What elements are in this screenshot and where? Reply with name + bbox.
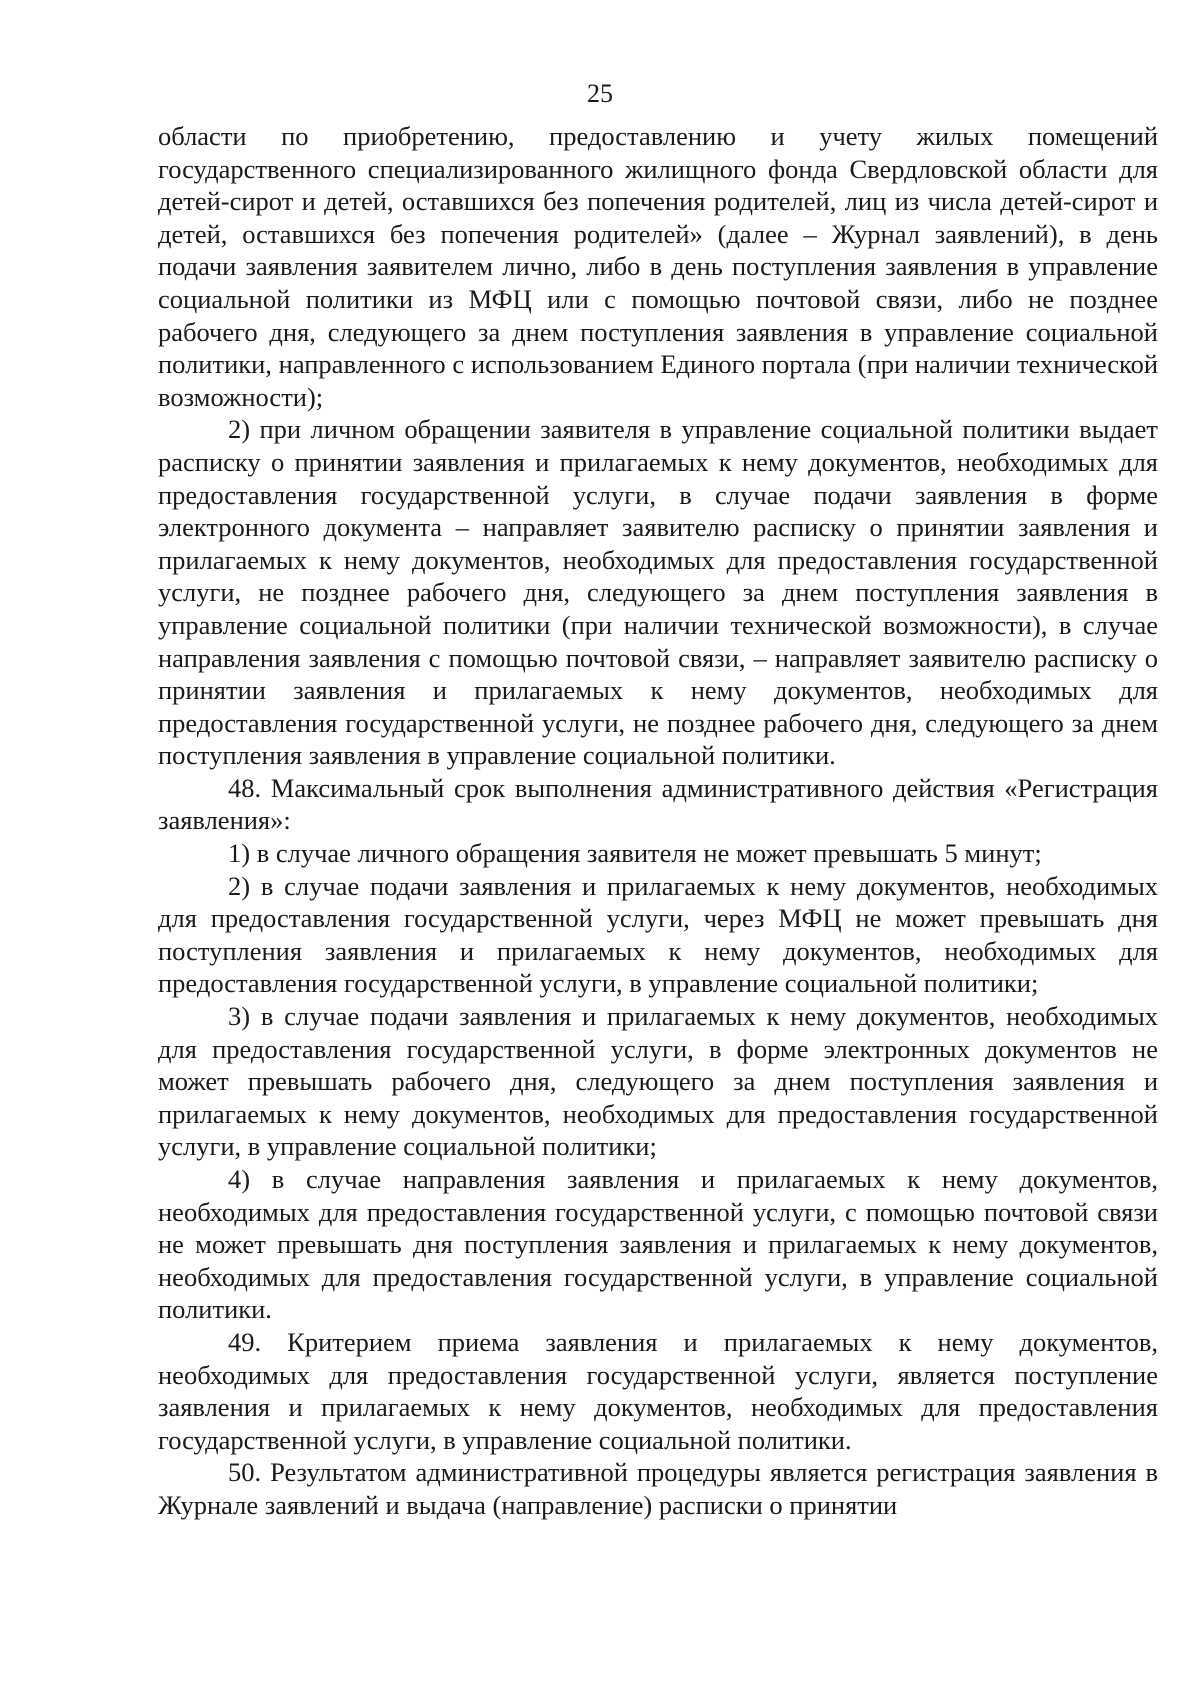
page-number: 25 (587, 79, 613, 108)
paragraph-50: 50. Результатом административной процедуры является регистрация заявления в Журнале заявлений и выдача (направление) расписки о принятии (158, 1457, 1158, 1520)
paragraph-48-item-3: 3) в случае подачи заявления и прилагаемых к нему документов, необходимых для предоставления государственной услуги, в форме электронных документов не может превышать рабочего дня, следующего за днем поступления заявления и прилагаемых к нему документов, необходимых для предоставления государственной услуги, в управление социальной политики; (158, 1001, 1158, 1162)
paragraph-48: 48. Максимальный срок выполнения административного действия «Регистрация заявления»: (158, 772, 1158, 836)
document-body (158, 120, 1158, 1522)
paragraph-48-item-2: 2) в случае подачи заявления и прилагаемых к нему документов, необходимых для предоставления государственной услуги, через МФЦ не может превышать дня поступления заявления и прилагаемых к нему документов, необходимых для предоставления государственной услуги, в управление социальной политики; (158, 870, 1158, 999)
paragraph-continuation: области по приобретению, предоставлению и учету жилых помещений государственного специализированного жилищного фонда Свердловской области для детей-сирот и детей, оставшихся без попечения родителей, лиц из числа детей-сирот и детей, оставшихся без попечения родителей» (далее – Журнал заявлений), в день подачи заявления заявителем лично, либо в день поступления заявления в управление социальной политики из МФЦ или с помощью почтовой связи, либо не позднее рабочего дня, следующего за днем поступления заявления в управление социальной политики, направленного с использованием Единого портала (при наличии технической возможности); (158, 121, 1158, 412)
paragraph-48-item-1: 1) в случае личного обращения заявителя не может превышать 5 минут; (228, 838, 1042, 869)
paragraph-48-item-4: 4) в случае направления заявления и прилагаемых к нему документов, необходимых для предоставления государственной услуги, с помощью почтовой связи не может превышать дня поступления заявления и прилагаемых к нему документов, необходимых для предоставления государственной услуги, в управление социальной политики. (158, 1164, 1158, 1325)
paragraph-item-2: 2) при личном обращении заявителя в управление социальной политики выдает расписку о принятии заявления и прилагаемых к нему документов, необходимых для предоставления государственной услуги, в случае подачи заявления в форме электронного документа – направляет заявителю расписку о принятии заявления и прилагаемых к нему документов, необходимых для предоставления государственной услуги, не позднее рабочего дня, следующего за днем поступления заявления в управление социальной политики (при наличии технической возможности), в случае направления заявления с помощью почтовой связи, – направляет заявителю расписку о принятии заявления и прилагаемых к нему документов, необходимых для предоставления государственной услуги, не позднее рабочего дня, следующего за днем поступления заявления в управление социальной политики. (158, 414, 1158, 771)
paragraph-49: 49. Критерием приема заявления и прилагаемых к нему документов, необходимых для предоставления государственной услуги, является поступление заявления и прилагаемых к нему документов, необходимых для предоставления государственной услуги, в управление социальной политики. (158, 1326, 1158, 1455)
